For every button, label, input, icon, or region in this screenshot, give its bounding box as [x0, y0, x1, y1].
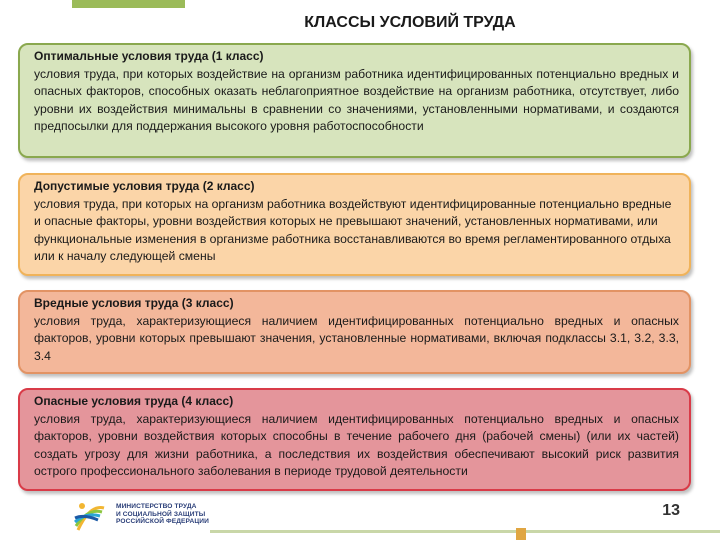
- footer-divider: [210, 530, 720, 533]
- class-1-box: [18, 43, 691, 158]
- class-2-box: [18, 173, 691, 276]
- class-3-box: [18, 290, 691, 374]
- class-4-text: условия труда, характеризующиеся наличием идентифицированных потенциально вредных и опасных факторов, уровни воздействия которых способны в течение рабочего дня (рабочей смены) (или их частей) создать угрозу для жизни работника, а последствия их воздействия обеспечивают высокий риск развития острого профессионального заболевания в периоде трудовой деятельности: [34, 411, 679, 479]
- ministry-line-3: РОССИЙСКОЙ ФЕДЕРАЦИИ: [116, 518, 209, 526]
- class-4-box: [18, 388, 691, 491]
- class-1-text: условия труда, при которых воздействие на организм работника идентифицированных потенциально вредных и опасных факторов, способных оказать неблагоприятное воздействие на организм работника, отсутствует, либо уровни их воздействия минимальны в сравнении со значениями, установленными нормативами, и создаются предпосылки для поддержания высокого уровня работоспособности: [34, 66, 679, 134]
- ministry-line-2: И СОЦИАЛЬНОЙ ЗАЩИТЫ: [116, 510, 206, 518]
- ministry-line-1: МИНИСТЕРСТВО ТРУДА: [116, 503, 197, 510]
- class-3-text: условия труда, характеризующиеся наличием идентифицированных потенциально вредных и опасных факторов, уровни которых превышают значения, установленные нормативами, включая подклассы 3.1, 3.2, 3.3, 3.4: [34, 313, 679, 363]
- class-4-heading: Опасные условия труда (4 класс): [34, 394, 234, 408]
- class-3-heading: Вредные условия труда (3 класс): [34, 296, 234, 310]
- ministry-logo-icon: [72, 500, 108, 534]
- class-1-heading: Оптимальные условия труда (1 класс): [34, 49, 264, 63]
- slide-title: КЛАССЫ УСЛОВИЙ ТРУДА: [304, 14, 516, 31]
- top-accent-bar: [72, 0, 185, 8]
- ministry-name: [116, 503, 209, 526]
- class-2-text: условия труда, при которых на организм работника воздействуют идентифицированные потенциально вредные и опасные факторы, уровни воздействия которых не превышают значений, установленных нормативами, или функциональные изменения в организме работника восстанавливаются во время регламентированного отдыха или к началу следующей смены: [34, 196, 672, 264]
- class-2-heading: Допустимые условия труда (2 класс): [34, 179, 255, 193]
- page-number: 13: [662, 502, 680, 519]
- footer-accent: [516, 528, 526, 540]
